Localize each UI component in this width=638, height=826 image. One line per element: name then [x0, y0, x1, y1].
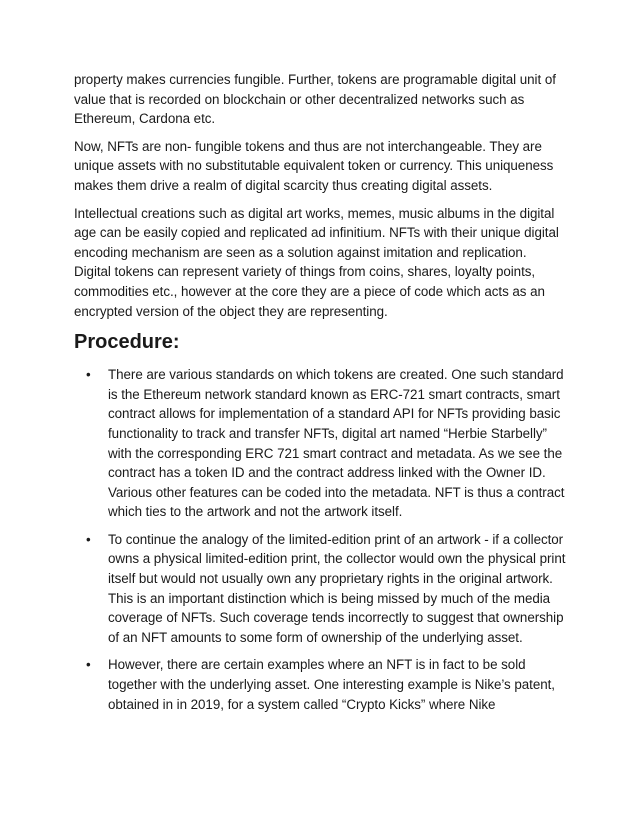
paragraph-fungibility: property makes currencies fungible. Further, tokens are programable digital unit of value that is recorded on blockchain or other decentralized networks such as Ethereum, Cardona etc.	[74, 72, 556, 127]
bullet-item-analogy	[74, 530, 566, 648]
bullet-marker: •	[86, 367, 91, 383]
procedure-bullet-list	[74, 365, 566, 714]
bullet-item-erc721	[74, 365, 566, 522]
bullet-text: However, there are certain examples where an NFT is in fact to be sold together with the underlying asset. One interesting example is Nike’s patent, obtained in in 2019, for a system called “Crypto Kicks” where Nike	[108, 657, 555, 712]
bullet-item-crypto-kicks	[74, 655, 566, 714]
bullet-text: To continue the analogy of the limited-edition print of an artwork - if a collector owns a physical limited-edition print, the collector would own the physical print itself but would not usually own any proprietary rights in the original artwork. This is an important distinction which is being missed by much of the media coverage of NFTs. Such coverage tends incorrectly to suggest that ownership of an NFT amounts to some form of ownership of the underlying asset.	[108, 531, 566, 645]
bullet-marker: •	[86, 531, 91, 547]
bullet-marker: •	[86, 657, 91, 673]
paragraph-nft-definition: Now, NFTs are non- fungible tokens and thus are not interchangeable. They are unique assets with no substitutable equivalent token or currency. This uniqueness makes them drive a realm of digital scarcity thus creating digital assets.	[74, 138, 554, 193]
document-page	[74, 70, 566, 722]
section-heading-procedure: Procedure:	[74, 331, 180, 354]
paragraph-intellectual-creations: Intellectual creations such as digital art works, memes, music albums in the digital age can be easily copied and replicated ad infinitium. NFTs with their unique digital encoding mechanism are seen as a solution against imitation and replication. Digital tokens can represent variety of things from coins, shares, loyalty points, commodities etc., however at the core they are a piece of code which acts as an encrypted version of the object they are representing.	[74, 205, 559, 319]
bullet-text: There are various standards on which tokens are created. One such standard is the Ethereum network standard known as ERC-721 smart contracts, smart contract allows for implementation of a standard API for NFTs providing basic functionality to track and transfer NFTs, digital art named “Herbie Starbelly” with the corresponding ERC 721 smart contract and metadata. As we see the contract has a token ID and the contract address linked with the Owner ID. Various other features can be coded into the metadata. NFT is thus a contract which ties to the artwork and not the artwork itself.	[108, 367, 565, 520]
